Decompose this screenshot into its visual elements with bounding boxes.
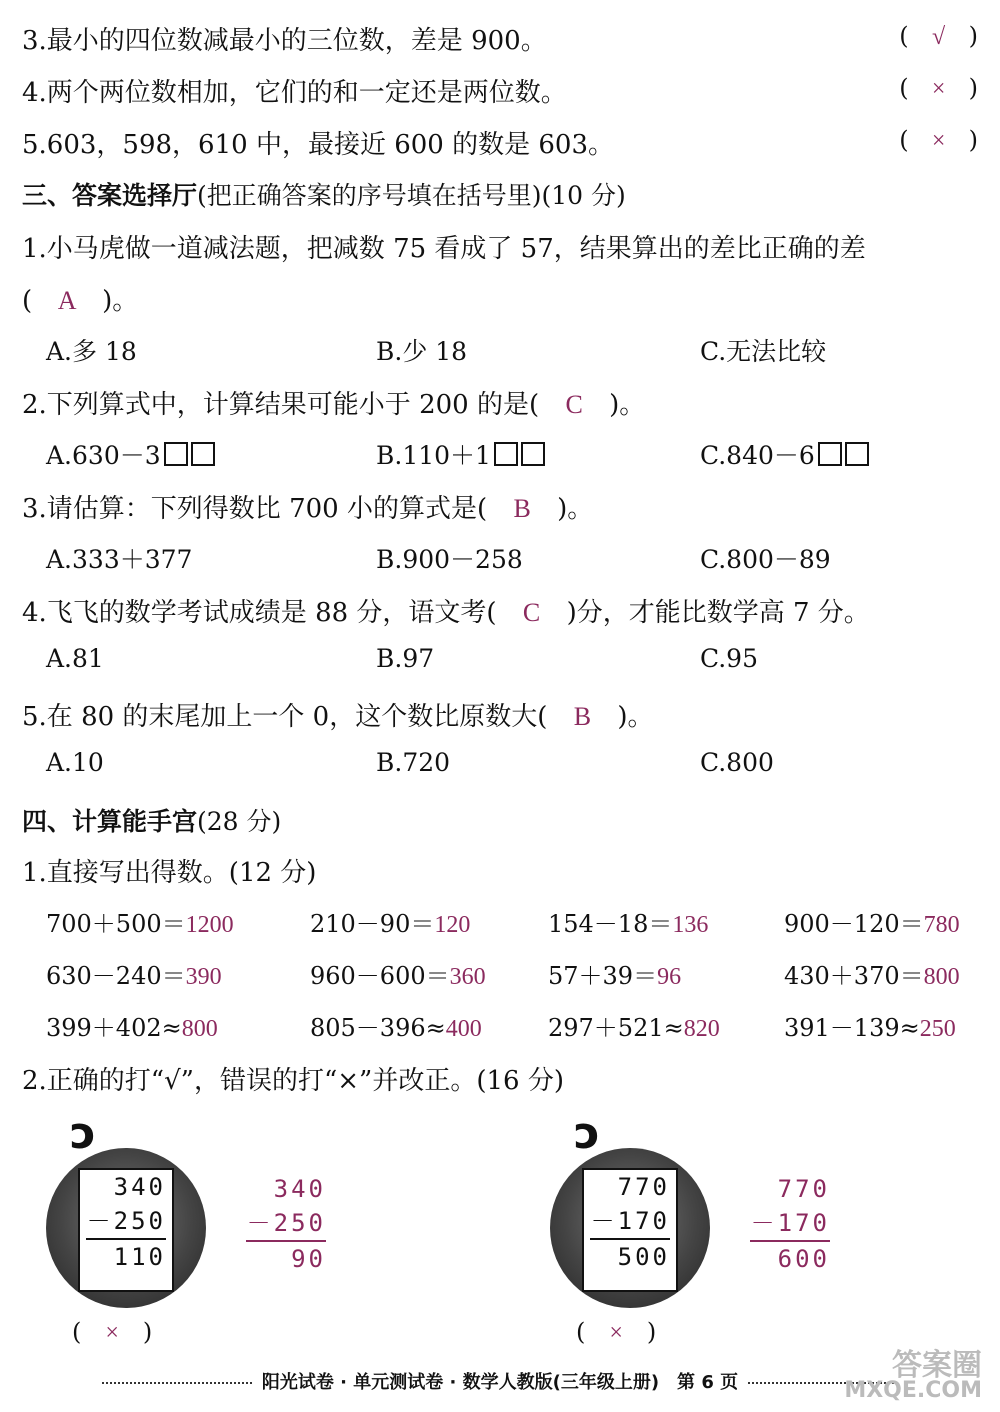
judge-item-5: 5.603，598，610 中，最接近 600 的数是 603。 — [22, 130, 614, 160]
mc-2-option-a: A.630－3 — [46, 436, 215, 472]
correction-2: 770 －170 600 — [750, 1172, 830, 1276]
mc-question-3: 3.请估算：下列得数比 700 小的算式是( B )。 — [22, 494, 594, 524]
calc-item: 391－139≈250 — [784, 1014, 956, 1042]
calc-item: 960－600＝360 — [310, 962, 486, 990]
direct-calc-label: 1.直接写出得数。(12 分) — [22, 858, 317, 888]
puzzle-1 — [46, 1108, 206, 1308]
puzzle-2-mark: ( × ) — [576, 1318, 657, 1346]
blank-box — [191, 442, 215, 466]
calc-item: 630－240＝390 — [46, 962, 222, 990]
mc-1-option-c: C.无法比较 — [700, 337, 827, 366]
calc-item: 700＋500＝1200 — [46, 910, 234, 938]
mc-4-option-c: C.95 — [700, 644, 758, 673]
section-4-title: 四、计算能手宫(28 分) — [22, 807, 282, 836]
calc-item: 297＋521≈820 — [548, 1014, 720, 1042]
mc-question-4: 4.飞飞的数学考试成绩是 88 分，语文考( C )分，才能比数学高 7 分。 — [22, 598, 870, 628]
mc-4-option-b: B.97 — [376, 644, 435, 673]
blank-box — [521, 442, 545, 466]
mc-question-1-answer: ( A )。 — [22, 286, 139, 316]
mc-5-option-a: A.10 — [46, 748, 104, 777]
calc-item: 210－90＝120 — [310, 910, 471, 938]
calc-item: 900－120＝780 — [784, 910, 960, 938]
blank-box — [164, 442, 188, 466]
mc-5-option-c: C.800 — [700, 748, 774, 777]
judge-item-4: 4.两个两位数相加，它们的和一定还是两位数。 — [22, 78, 567, 108]
correct-label: 2.正确的打“√”，错误的打“×”并改正。(16 分) — [22, 1066, 564, 1096]
judge-answer-4: ( × ) — [899, 74, 978, 102]
section-3-title: 三、答案选择厅(把正确答案的序号填在括号里)(10 分) — [22, 181, 626, 210]
mc-question-1: 1.小马虎做一道减法题，把减数 75 看成了 57，结果算出的差比正确的差 — [22, 234, 866, 264]
calc-item: 399＋402≈800 — [46, 1014, 218, 1042]
mc-3-option-b: B.900－258 — [376, 545, 523, 574]
mc-3-option-a: A.333＋377 — [46, 545, 193, 574]
judge-answer-3: ( √ ) — [899, 22, 978, 50]
mc-2-option-c: C.840－6 — [700, 436, 869, 472]
calc-item: 57＋39＝96 — [548, 962, 682, 990]
vertical-calc: 770 －170 500 — [582, 1168, 678, 1292]
calc-item: 805－396≈400 — [310, 1014, 482, 1042]
puzzle-1-mark: ( × ) — [72, 1318, 153, 1346]
judge-answer-5: ( × ) — [899, 126, 978, 154]
mc-question-2: 2.下列算式中，计算结果可能小于 200 的是( C )。 — [22, 390, 646, 420]
mc-1-option-b: B.少 18 — [376, 337, 468, 366]
puzzle-2 — [550, 1108, 710, 1308]
calc-item: 154－18＝136 — [548, 910, 709, 938]
mc-3-option-c: C.800－89 — [700, 545, 831, 574]
watermark: 答案圈 — [892, 1348, 982, 1383]
mc-5-option-b: B.720 — [376, 748, 451, 777]
watermark-url: MXQE.COM — [844, 1378, 982, 1403]
mc-2-option-b: B.110＋1 — [376, 436, 545, 472]
mc-1-option-a: A.多 18 — [46, 337, 137, 366]
blank-box — [818, 442, 842, 466]
hook-icon: ↄ — [70, 1108, 97, 1159]
mc-4-option-a: A.81 — [46, 644, 104, 673]
correction-1: 340 －250 90 — [246, 1172, 326, 1276]
blank-box — [494, 442, 518, 466]
page-footer: 阳光试卷 · 单元测试卷 · 数学人教版(三年级上册) 第 6 页 — [0, 1368, 1000, 1394]
judge-item-3: 3.最小的四位数减最小的三位数，差是 900。 — [22, 26, 547, 56]
hook-icon: ↄ — [574, 1108, 601, 1159]
vertical-calc: 340 －250 110 — [78, 1168, 174, 1292]
blank-box — [845, 442, 869, 466]
calc-item: 430＋370＝800 — [784, 962, 960, 990]
mc-question-5: 5.在 80 的末尾加上一个 0，这个数比原数大( B )。 — [22, 702, 654, 732]
